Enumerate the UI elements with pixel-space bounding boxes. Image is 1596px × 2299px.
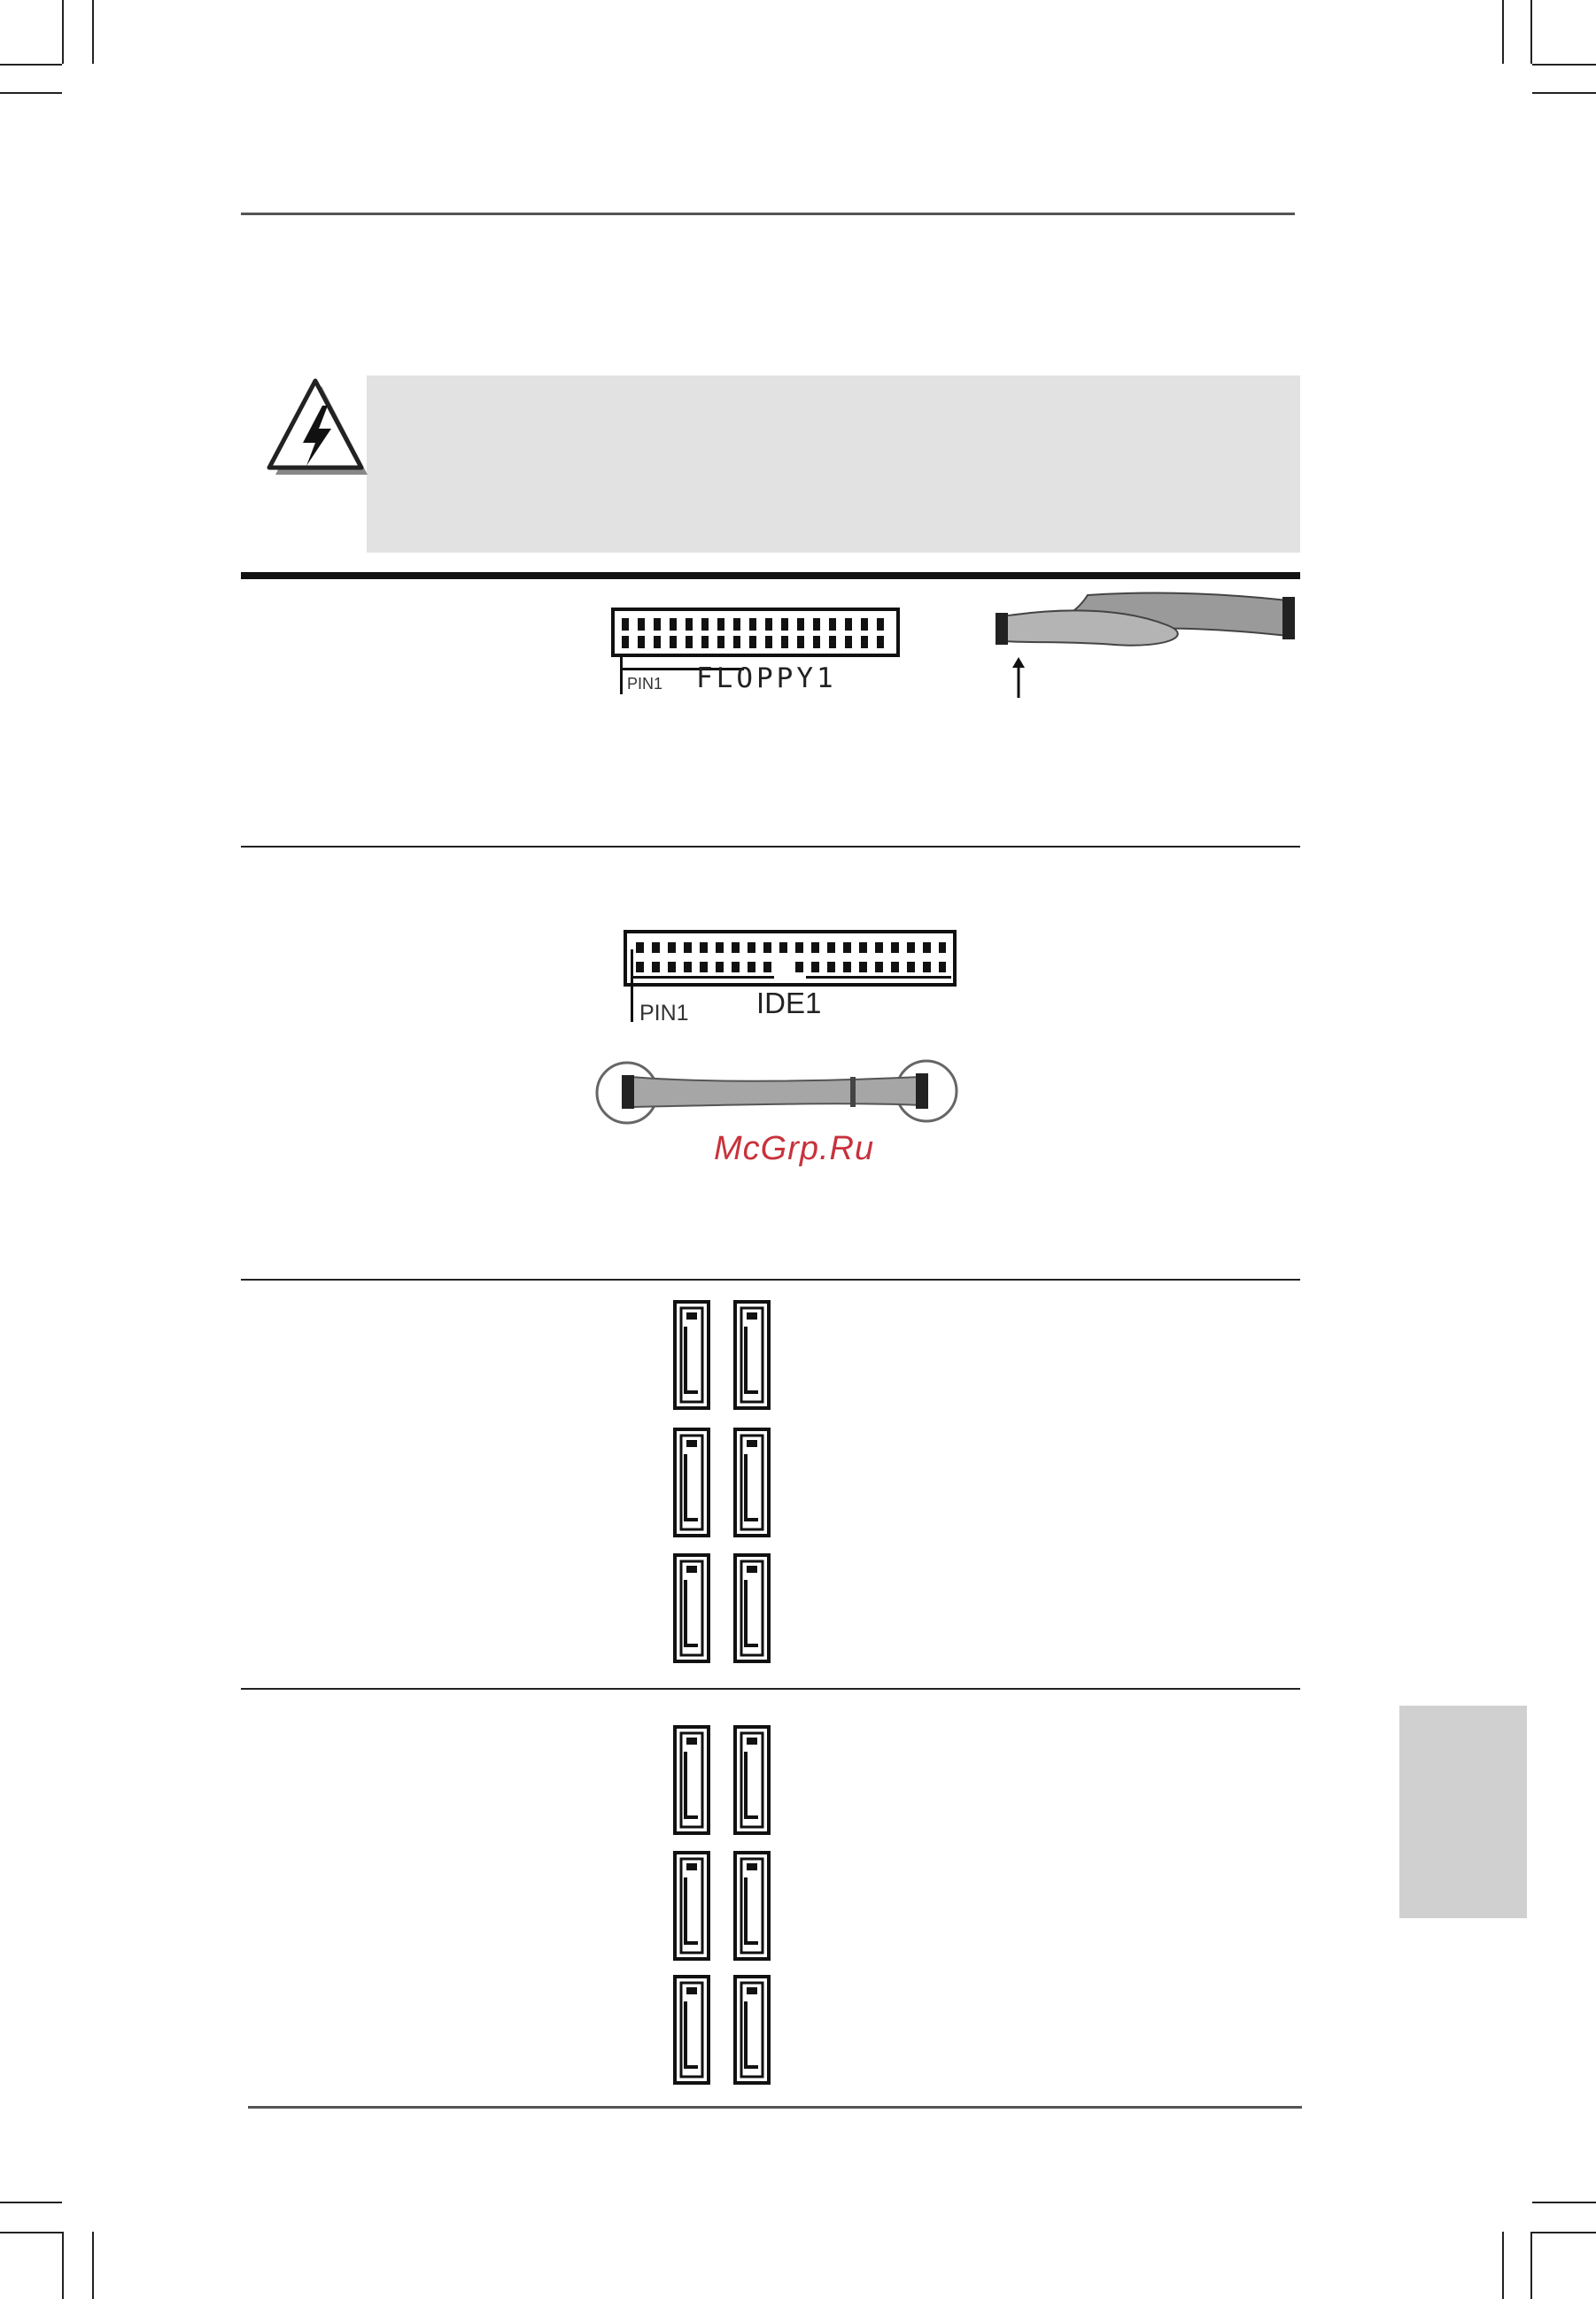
floppy-cable-image — [990, 590, 1297, 652]
footer-rule — [248, 2106, 1302, 2109]
sata-port-icon — [673, 1975, 710, 2085]
floppy-pin-row-bottom — [622, 636, 887, 648]
ide-key-notch — [779, 962, 795, 972]
ide-pin1-label: PIN1 — [639, 1001, 689, 1026]
floppy-connector-label: FLOPPY1 — [696, 662, 837, 694]
floppy-connector — [611, 608, 900, 657]
arrow-up-icon — [1010, 657, 1027, 698]
section-rule-thick — [241, 572, 1300, 579]
sata-port-icon — [733, 1300, 771, 1410]
sata-port-icon — [733, 1428, 771, 1537]
sata-port-icon — [733, 1725, 771, 1835]
header-rule — [241, 213, 1295, 215]
sata-port-icon — [733, 1975, 771, 2085]
floppy-pin1-label: PIN1 — [627, 675, 663, 693]
sata-port-icon — [673, 1851, 710, 1961]
watermark: McGrp.Ru — [714, 1130, 875, 1167]
sata-port-icon — [673, 1300, 710, 1410]
ide-bracket-left — [632, 976, 774, 979]
sata-port-icon — [673, 1725, 710, 1835]
warning-box — [367, 375, 1300, 553]
ide-bracket-right — [806, 976, 951, 979]
floppy-pin1-marker — [620, 657, 623, 694]
high-voltage-warning-icon — [264, 375, 370, 480]
sata-port-icon — [673, 1553, 710, 1663]
ide-cable-image — [593, 1059, 962, 1125]
sata-port-icon — [733, 1851, 771, 1961]
ide-pin1-marker — [631, 949, 633, 1022]
side-tab — [1399, 1706, 1527, 1918]
sata-port-icon — [733, 1553, 771, 1663]
section-rule-floppy-ide — [241, 846, 1300, 848]
ide-connector-label: IDE1 — [756, 987, 822, 1019]
sata-port-icon — [673, 1428, 710, 1537]
section-rule-ide-sata — [241, 1279, 1300, 1281]
section-rule-sata-sata — [241, 1688, 1300, 1690]
ide-pin-row-top — [636, 942, 946, 953]
floppy-pin-row-top — [622, 618, 887, 631]
